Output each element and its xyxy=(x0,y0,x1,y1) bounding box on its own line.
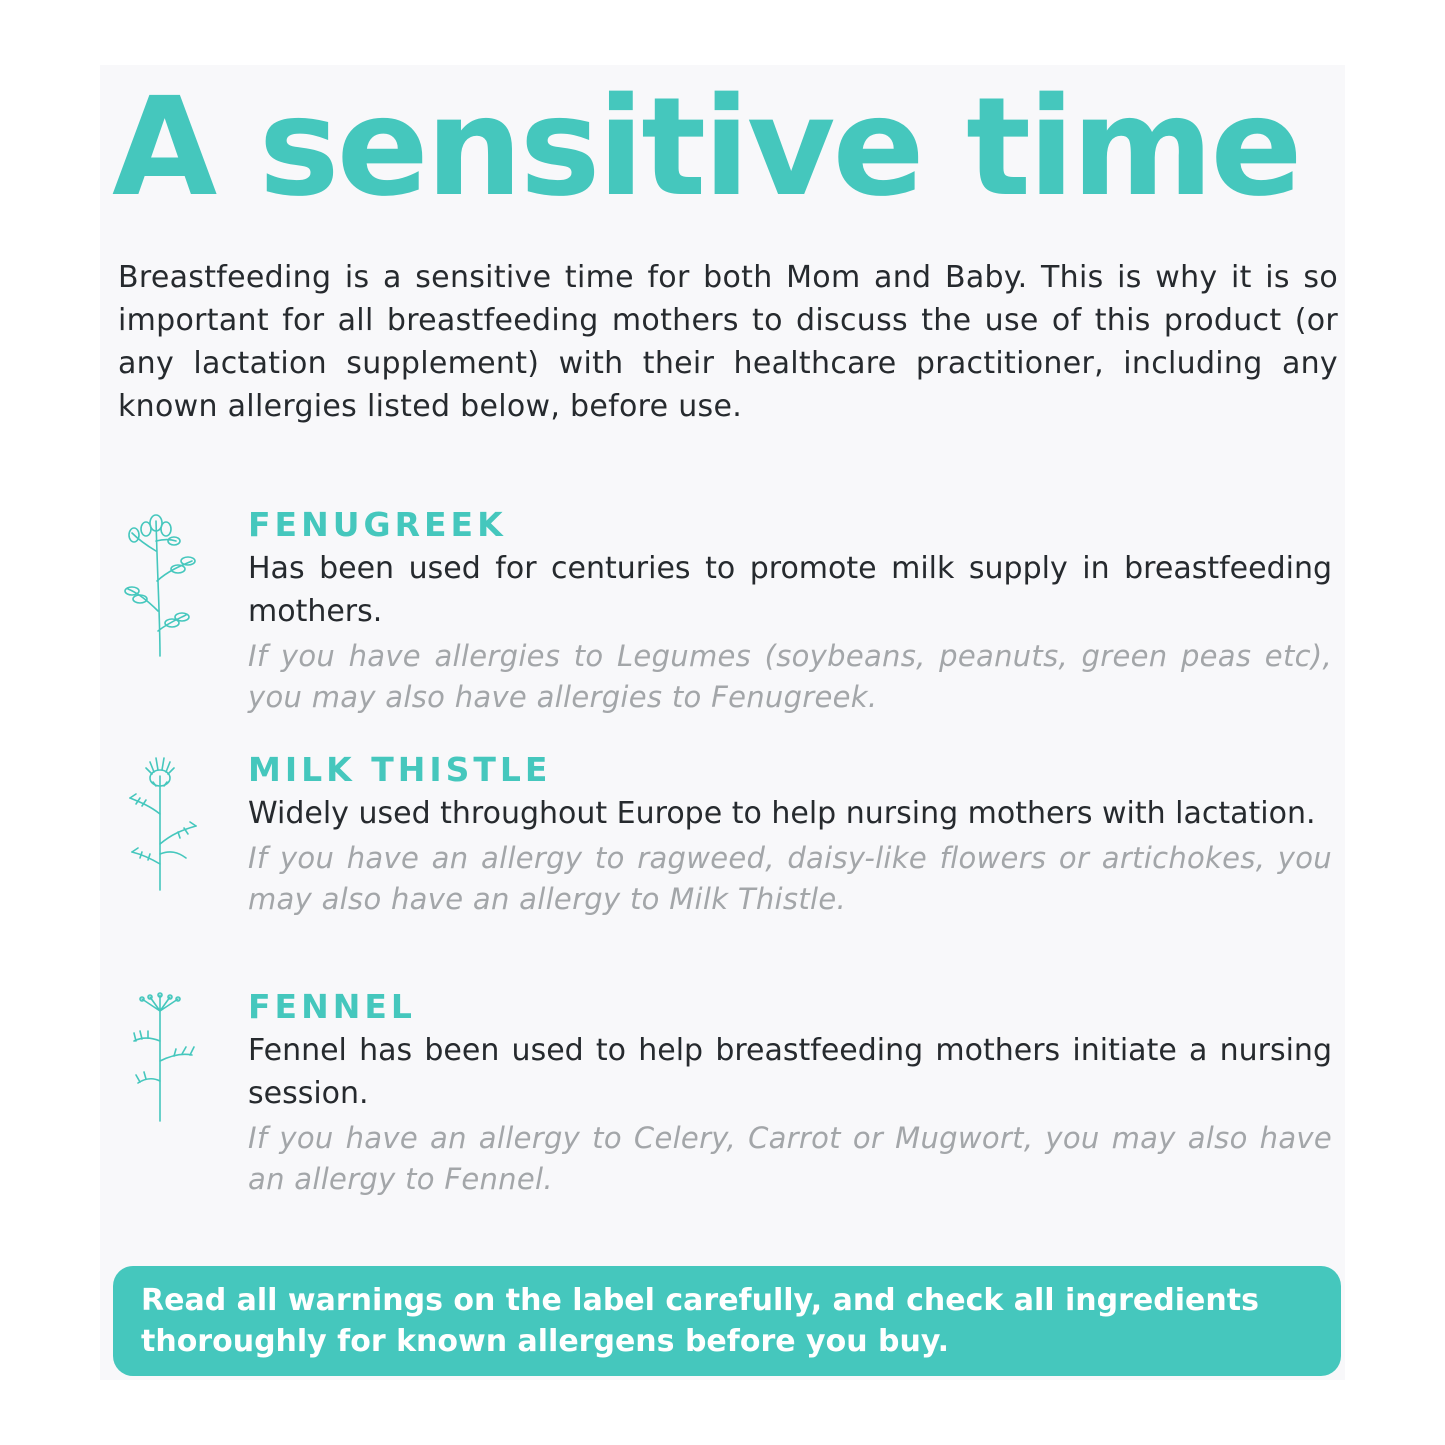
fennel-icon xyxy=(120,991,205,1126)
intro-paragraph: Breastfeeding is a sensitive time for both Mom and Baby. This is why it is so important for all breastfeeding mothers to discuss the use of this product (or any lactation supplement) with their healthcare practitioner, including any known allergies listed below, before use. xyxy=(118,260,1338,424)
herb-description: Fennel has been used to help breastfeeding mothers initiate a nursing session. xyxy=(248,1033,1332,1111)
herb-text-milk-thistle xyxy=(248,750,1332,920)
warning-banner xyxy=(113,1266,1341,1376)
herb-name: MILK THISTLE xyxy=(248,750,552,789)
page-title: A sensitive time xyxy=(112,69,1300,227)
fenugreek-icon xyxy=(120,511,205,661)
herb-allergy-note: If you have an allergy to ragweed, daisy-like flowers or artichokes, you may also have an allergy to Milk Thistle. xyxy=(248,841,1332,916)
herb-allergy-note: If you have allergies to Legumes (soybeans, peanuts, green peas etc), you may also have allergies to Fenugreek. xyxy=(248,639,1332,714)
herb-description: Has been used for centuries to promote milk supply in breastfeeding mothers. xyxy=(248,551,1332,629)
herb-text-fenugreek xyxy=(248,505,1332,718)
milk-thistle-icon xyxy=(120,754,205,894)
herb-name: FENUGREEK xyxy=(248,505,507,544)
herb-name: FENNEL xyxy=(248,987,416,1026)
herb-allergy-note: If you have an allergy to Celery, Carrot or Mugwort, you may also have an allergy to Fennel. xyxy=(248,1121,1332,1196)
warning-banner-text: Read all warnings on the label carefully, and check all ingredients thoroughly for known allergens before you buy. xyxy=(141,1283,1259,1359)
herb-description: Widely used throughout Europe to help nursing mothers with lactation. xyxy=(248,796,1316,831)
herb-text-fennel xyxy=(248,987,1332,1200)
